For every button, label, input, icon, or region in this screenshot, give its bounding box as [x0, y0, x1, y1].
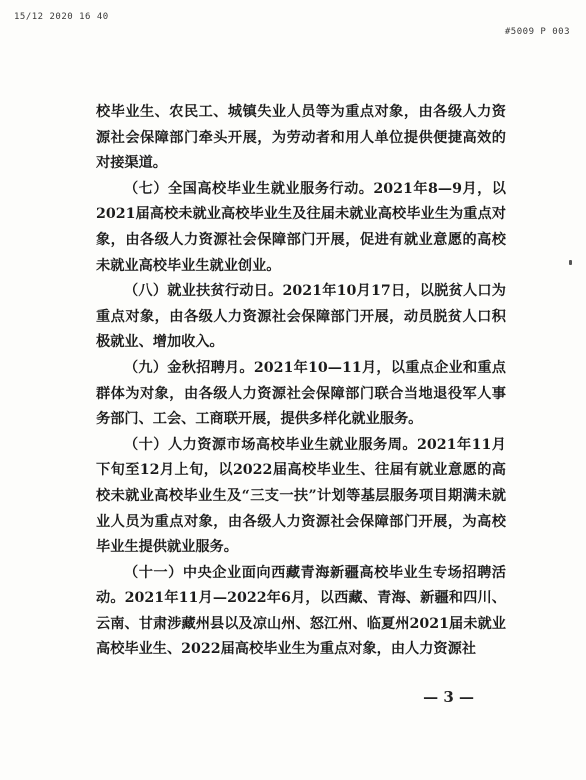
fax-header-page-code: #5009 P 003 — [504, 27, 570, 37]
scan-speck — [569, 260, 572, 265]
paragraph-item-7: （七）全国高校毕业生就业服务行动。2021年8—9月，以2021届高校未就业高校毕业生及往届未就业高校毕业生为重点对象，由各级人力资源社会保障部门开展，促进有就业意愿的高校未就业高校毕业生就业创业。 — [96, 180, 506, 274]
paragraph-item-9: （九）金秋招聘月。2021年10—11月，以重点企业和重点群体为对象，由各级人力资源社会保障部门联合当地退役军人事务部门、工会、工商联开展，提供多样化就业服务。 — [96, 359, 506, 428]
page-number: — 3 — — [423, 688, 474, 706]
paragraph-item-10: （十）人力资源市场高校毕业生就业服务周。2021年11月下旬至12月上旬，以2022届高校毕业生、往届有就业意愿的高校未就业高校毕业生及“三支一扶”计划等基层服务项目期满未就业人员为重点对象，由各级人力资源社会保障部门开展，为高校毕业生提供就业服务。 — [96, 436, 506, 556]
paragraph-continuation: 校毕业生、农民工、城镇失业人员等为重点对象，由各级人力资源社会保障部门牵头开展，为劳动者和用人单位提供便捷高效的对接渠道。 — [96, 104, 506, 172]
paragraph-item-11: （十一）中央企业面向西藏青海新疆高校毕业生专场招聘活动。2021年11月—2022年6月，以西藏、青海、新疆和四川、云南、甘肃涉藏州县以及凉山州、怒江州、临夏州2021届未就业高校毕业生、2022届高校毕业生为重点对象，由人力资源社 — [96, 564, 506, 658]
fax-header-timestamp: 15/12 2020 16 40 — [14, 12, 109, 22]
document-body — [96, 100, 506, 663]
paragraph-item-8: （八）就业扶贫行动日。2021年10月17日，以脱贫人口为重点对象，由各级人力资源社会保障部门开展，动员脱贫人口积极就业、增加收入。 — [96, 283, 506, 351]
